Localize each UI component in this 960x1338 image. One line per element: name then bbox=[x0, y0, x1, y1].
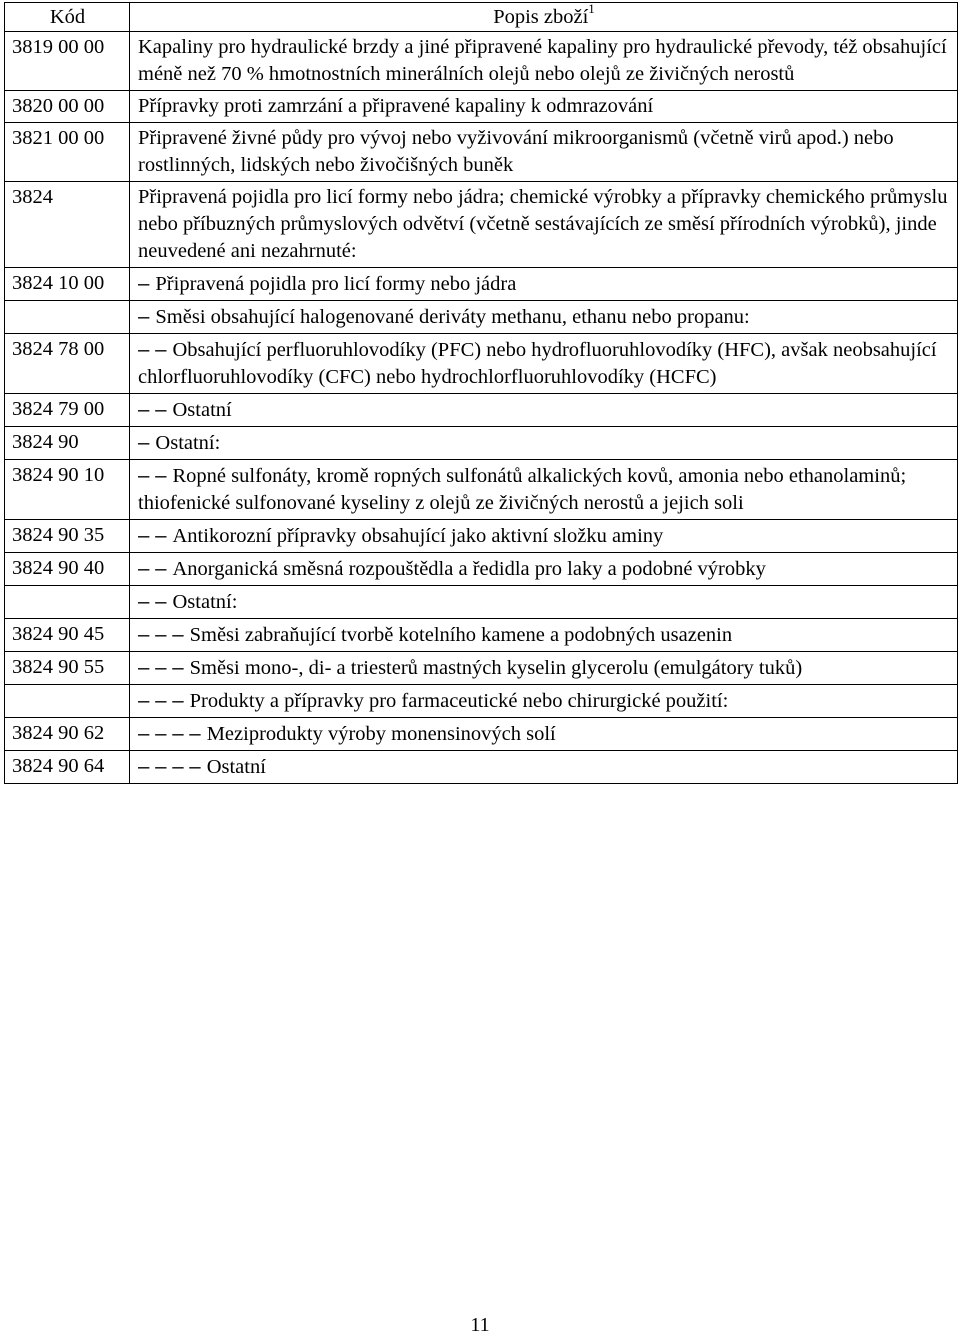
goods-description bbox=[130, 301, 958, 334]
description-text: Přípravky proti zamrzání a připravené kapaliny k odmrazování bbox=[138, 95, 654, 117]
description-text: Ostatní bbox=[206, 756, 266, 778]
description-text: Připravená pojidla pro licí formy nebo jádra bbox=[155, 273, 517, 295]
indent-dashes: – – bbox=[138, 398, 167, 421]
goods-description bbox=[130, 586, 958, 619]
table-row bbox=[5, 520, 958, 553]
commodity-code: 3824 90 bbox=[5, 427, 130, 460]
table-row bbox=[5, 685, 958, 718]
indent-dashes: – – – bbox=[138, 623, 184, 646]
commodity-code: 3824 90 35 bbox=[5, 520, 130, 553]
table-row bbox=[5, 334, 958, 394]
table-row bbox=[5, 182, 958, 268]
goods-description bbox=[130, 91, 958, 123]
goods-description bbox=[130, 718, 958, 751]
goods-description bbox=[130, 553, 958, 586]
description-text: Ropné sulfonáty, kromě ropných sulfonátů alkalických kovů, amonia nebo ethanolaminů; thiofenické sulfonované kyseliny z olejů ze živičných nerostů a jejich soli bbox=[138, 465, 907, 514]
goods-description bbox=[130, 182, 958, 268]
header-description-label: Popis zboží bbox=[493, 6, 589, 28]
indent-dashes: – – bbox=[138, 464, 167, 487]
goods-description bbox=[130, 334, 958, 394]
goods-description bbox=[130, 751, 958, 784]
description-text: Směsi mono-, di- a triesterů mastných kyselin glycerolu (emulgátory tuků) bbox=[189, 657, 803, 679]
tariff-table-body bbox=[5, 3, 958, 784]
page-number: 11 bbox=[470, 1314, 490, 1336]
header-code bbox=[5, 3, 130, 32]
goods-description bbox=[130, 394, 958, 427]
commodity-code: 3824 90 64 bbox=[5, 751, 130, 784]
goods-description bbox=[130, 652, 958, 685]
table-row bbox=[5, 123, 958, 182]
description-text: Ostatní: bbox=[155, 432, 221, 454]
description-text: Připravená pojidla pro licí formy nebo jádra; chemické výrobky a přípravky chemického průmyslu nebo příbuzných průmyslových odvětví (včetně sestávajících ze směsí přírodních výrobků), jinde neuvedené ani nezahrnuté: bbox=[138, 186, 948, 262]
goods-description bbox=[130, 123, 958, 182]
goods-description bbox=[130, 32, 958, 91]
description-text: Anorganická směsná rozpouštědla a ředidla pro laky a podobné výrobky bbox=[172, 558, 766, 580]
tariff-table bbox=[4, 2, 958, 784]
table-row bbox=[5, 460, 958, 520]
table-row bbox=[5, 394, 958, 427]
commodity-code: 3820 00 00 bbox=[5, 91, 130, 123]
commodity-code: 3824 90 10 bbox=[5, 460, 130, 520]
goods-description bbox=[130, 460, 958, 520]
indent-dashes: – – – bbox=[138, 689, 184, 712]
description-text: Produkty a přípravky pro farmaceutické nebo chirurgické použití: bbox=[189, 690, 729, 712]
table-row bbox=[5, 652, 958, 685]
commodity-code bbox=[5, 685, 130, 718]
goods-description bbox=[130, 520, 958, 553]
indent-dashes: – – – bbox=[138, 656, 184, 679]
table-row bbox=[5, 751, 958, 784]
header-description bbox=[130, 3, 958, 32]
indent-dashes: – – bbox=[138, 338, 167, 361]
goods-description bbox=[130, 268, 958, 301]
commodity-code: 3824 90 55 bbox=[5, 652, 130, 685]
goods-description bbox=[130, 427, 958, 460]
description-text: Připravené živné půdy pro vývoj nebo vyživování mikroorganismů (včetně virů apod.) nebo rostlinných, lidských nebo živočišných buněk bbox=[138, 127, 894, 176]
indent-dashes: – bbox=[138, 431, 150, 454]
description-text: Antikorozní přípravky obsahující jako aktivní složku aminy bbox=[172, 525, 664, 547]
indent-dashes: – – bbox=[138, 590, 167, 613]
table-header-row bbox=[5, 3, 958, 32]
goods-description bbox=[130, 685, 958, 718]
table-row bbox=[5, 553, 958, 586]
description-text: Kapaliny pro hydraulické brzdy a jiné připravené kapaliny pro hydraulické převody, též obsahující méně než 70 % hmotnostních minerálních olejů nebo olejů ze živičných nerostů bbox=[138, 36, 947, 85]
description-text: Ostatní: bbox=[172, 591, 238, 613]
table-row bbox=[5, 619, 958, 652]
table-row bbox=[5, 91, 958, 123]
commodity-code: 3824 78 00 bbox=[5, 334, 130, 394]
table-row bbox=[5, 586, 958, 619]
indent-dashes: – bbox=[138, 305, 150, 328]
header-code-label: Kód bbox=[49, 6, 86, 28]
commodity-code: 3824 10 00 bbox=[5, 268, 130, 301]
description-text: Ostatní bbox=[172, 399, 232, 421]
table-row bbox=[5, 32, 958, 91]
indent-dashes: – – – – bbox=[138, 755, 201, 778]
commodity-code: 3824 79 00 bbox=[5, 394, 130, 427]
commodity-code: 3819 00 00 bbox=[5, 32, 130, 91]
footnote-mark: 1 bbox=[588, 1, 595, 16]
table-row bbox=[5, 718, 958, 751]
commodity-code bbox=[5, 301, 130, 334]
indent-dashes: – – – – bbox=[138, 722, 201, 745]
commodity-code: 3821 00 00 bbox=[5, 123, 130, 182]
table-row bbox=[5, 427, 958, 460]
description-text: Směsi zabraňující tvorbě kotelního kamene a podobných usazenin bbox=[189, 624, 733, 646]
goods-description bbox=[130, 619, 958, 652]
description-text: Směsi obsahující halogenované deriváty methanu, ethanu nebo propanu: bbox=[155, 306, 750, 328]
commodity-code: 3824 90 45 bbox=[5, 619, 130, 652]
description-text: Meziprodukty výroby monensinových solí bbox=[206, 723, 556, 745]
indent-dashes: – – bbox=[138, 524, 167, 547]
commodity-code: 3824 90 62 bbox=[5, 718, 130, 751]
commodity-code bbox=[5, 586, 130, 619]
description-text: Obsahující perfluoruhlovodíky (PFC) nebo hydrofluoruhlovodíky (HFC), avšak neobsahující chlorfluoruhlovodíky (CFC) nebo hydrochlorfluoruhlovodíky (HCFC) bbox=[138, 339, 937, 388]
indent-dashes: – bbox=[138, 272, 150, 295]
commodity-code: 3824 bbox=[5, 182, 130, 268]
table-row bbox=[5, 268, 958, 301]
table-row bbox=[5, 301, 958, 334]
commodity-code: 3824 90 40 bbox=[5, 553, 130, 586]
indent-dashes: – – bbox=[138, 557, 167, 580]
